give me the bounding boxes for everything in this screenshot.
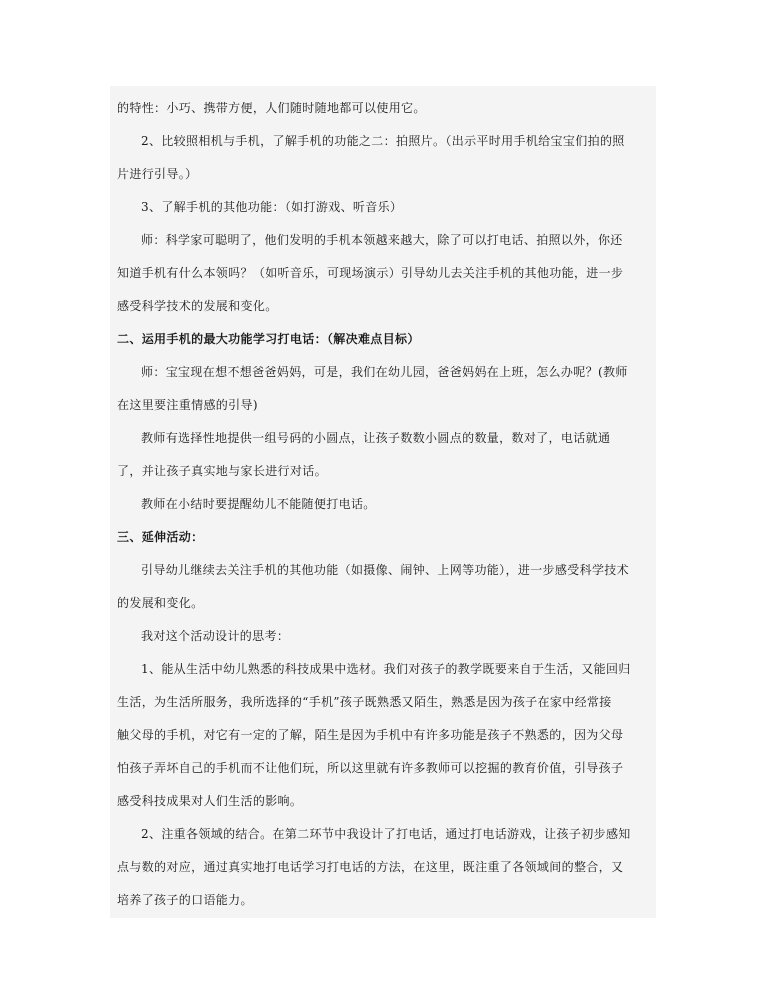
paragraph-line: 生活，为生活所服务，我所选择的“手机”孩子既熟悉又陌生，熟悉是因为孩子在家中经常接	[117, 695, 612, 709]
paragraph-line: 了，并让孩子真实地与家长进行对话。	[117, 464, 327, 478]
paragraph-line: 知道手机有什么本领吗？（如听音乐，可现场演示）引导幼儿去关注手机的其他功能，进一步	[117, 266, 624, 280]
paragraph-line: 2、比较照相机与手机，了解手机的功能之二：拍照片。（出示平时用手机给宝宝们拍的照	[141, 134, 625, 148]
paragraph-line: 2、注重各领域的结合。在第二环节中我设计了打电话，通过打电话游戏，让孩子初步感知	[141, 827, 631, 841]
paragraph-line: 1、能从生活中幼儿熟悉的科技成果中选材。我们对孩子的教学既要来自于生活，又能回归	[141, 662, 631, 676]
paragraph-line: 培养了孩子的口语能力。	[117, 893, 253, 907]
paragraph-line: 在这里要注重情感的引导)	[117, 398, 258, 412]
paragraph-line: 的特性：小巧、携带方便，人们随时随地都可以使用它。	[117, 101, 426, 115]
paragraph-line: 引导幼儿继续去关注手机的其他功能（如摄像、闹钟、上网等功能），进一步感受科学技术	[141, 563, 630, 577]
section-heading: 三、延伸活动：	[117, 530, 204, 544]
paragraph-line: 怕孩子弄坏自己的手机而不让他们玩，所以这里就有许多教师可以挖掘的教育价值，引导孩子	[117, 761, 624, 775]
section-heading: 二、运用手机的最大功能学习打电话：（解决难点目标）	[117, 332, 420, 346]
paragraph-line: 点与数的对应，通过真实地打电话学习打电话的方法，在这里，既注重了各领域间的整合，又	[117, 860, 624, 874]
paragraph-line: 我对这个活动设计的思考：	[141, 629, 290, 643]
paragraph-line: 师：科学家可聪明了，他们发明的手机本领越来越大，除了可以打电话、拍照以外，你还	[141, 233, 623, 247]
paragraph-line: 教师在小结时要提醒幼儿不能随便打电话。	[141, 497, 376, 511]
document-body	[117, 92, 652, 917]
paragraph-line: 教师有选择性地提供一组号码的小圆点，让孩子数数小圆点的数量，数对了，电话就通	[141, 431, 611, 445]
paragraph-line: 师：宝宝现在想不想爸爸妈妈，可是，我们在幼儿园，爸爸妈妈在上班，怎么办呢？(教师	[141, 365, 628, 379]
paragraph-line: 触父母的手机，对它有一定的了解，陌生是因为手机中有许多功能是孩子不熟悉的，因为父母	[117, 728, 624, 742]
paragraph-line: 感受科技成果对人们生活的影响。	[117, 794, 303, 808]
paragraph-line: 片进行引导。）	[117, 167, 198, 181]
paragraph-line: 感受科学技术的发展和变化。	[117, 299, 278, 313]
paragraph-line: 的发展和变化。	[117, 596, 204, 610]
paragraph-line: 3、了解手机的其他功能：（如打游戏、听音乐）	[141, 200, 403, 214]
